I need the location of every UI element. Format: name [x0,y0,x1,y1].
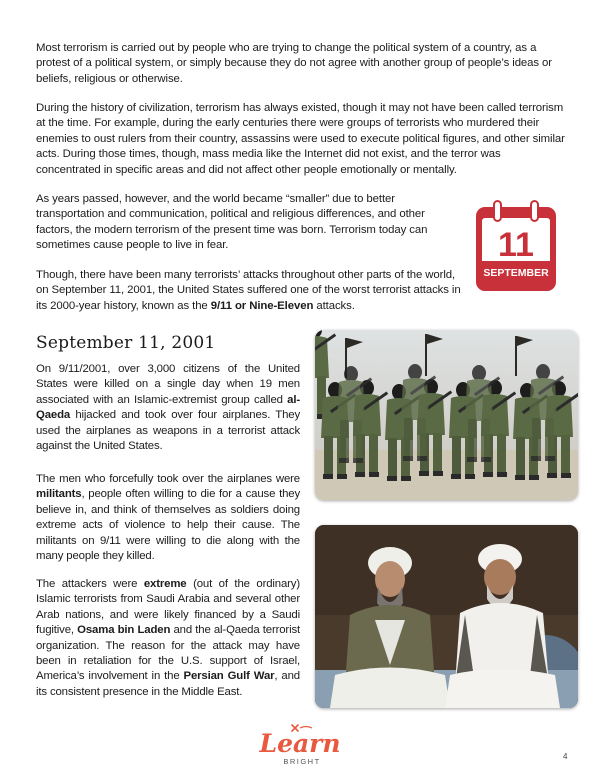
column-paragraph-3 [36,577,300,700]
text-run: (out of the ordinary) Islamic terrorists from Saudi Arabia and several other Arab nations, and were likely financed by a Saudi fugitive, [36,578,300,637]
text-run: and the al-Qaeda terrorist organization. The reason for the attack may have been in retaliation for the U.S. support of Israel, America’s involvement in the [36,624,301,683]
text-run: , people often willing to die for a cause they believe in, and think of themselves as soldiers doing extreme acts of violence to help their cause. The militants on 9/11 were willing to die along with the many people they killed. [36,488,300,563]
bold-term: Persian Gulf War [183,670,275,683]
page-number: 4 [563,752,568,761]
intro-paragraph-4 [36,268,468,314]
text-run: On 9/11/2001, over 3,000 citizens of the United States were killed on a single day when 19 men associated with an Islamic-extremist group called [36,363,300,406]
text-run: Though, there have been many terrorists’ attacks throughout other parts of the world, on September 11, 2001, the United States suffered one of the worst terrorist attacks in its 2000-year history, known as the [36,269,461,312]
text-run: hijacked and took over four airplanes. They used the airplanes as weapons in a terrorist attack against the United States. [36,409,300,453]
text-run: The men who forcefully took over the airplanes were [36,473,300,485]
calendar-icon [474,199,558,293]
learn-bright-logo [248,722,352,768]
text-run: attacks. [313,299,355,312]
intro-paragraph-3: As years passed, however, and the world became “smaller” due to better transportation and communication, political and religious differences, and other factors, the modern terrorism of the present time was born. Terrorism today can sometimes cause people to live in fear. [36,193,428,252]
text-run: The attackers were [36,578,144,590]
bold-term: extreme [143,578,187,590]
column-paragraph-2 [36,472,300,564]
leaders-photo [315,525,578,708]
intro-paragraph-2: During the history of civilization, terrorism has always existed, though it may not have been called terrorism at the time. For example, during the early centuries there were groups of terrorists who murdered their enemies to oust rulers from their country, assassins were used to execute political figures, and other similar acts. During those times, though, mass media like the Internet did not exist, and the terror was concentrated in specific areas and did not affect other people emotionally or mentally. [36,102,565,176]
text-run: , and its consistent presence in the Middle East. [36,670,300,698]
intro-paragraph-1: Most terrorism is carried out by people who are trying to change the political system of a country, as a protest of a political system, or simply because they do not agree with another group of people’s ideas or beliefs, religious or otherwise. [36,42,552,85]
militants-photo [315,330,578,500]
logo-sub: BRIGHT [283,757,321,766]
column-paragraph-1 [36,362,300,454]
bold-term: Osama bin Laden [77,624,171,637]
calendar-month: SEPTEMBER [483,267,549,279]
calendar-day: 11 [498,226,534,264]
bold-term: militants [36,488,82,501]
bold-term: 9/11 or Nine-Eleven [210,299,314,312]
bold-term: al-Qaeda [36,393,300,422]
logo-word: Learn [259,729,341,758]
section-title: September 11, 2001 [36,333,216,353]
